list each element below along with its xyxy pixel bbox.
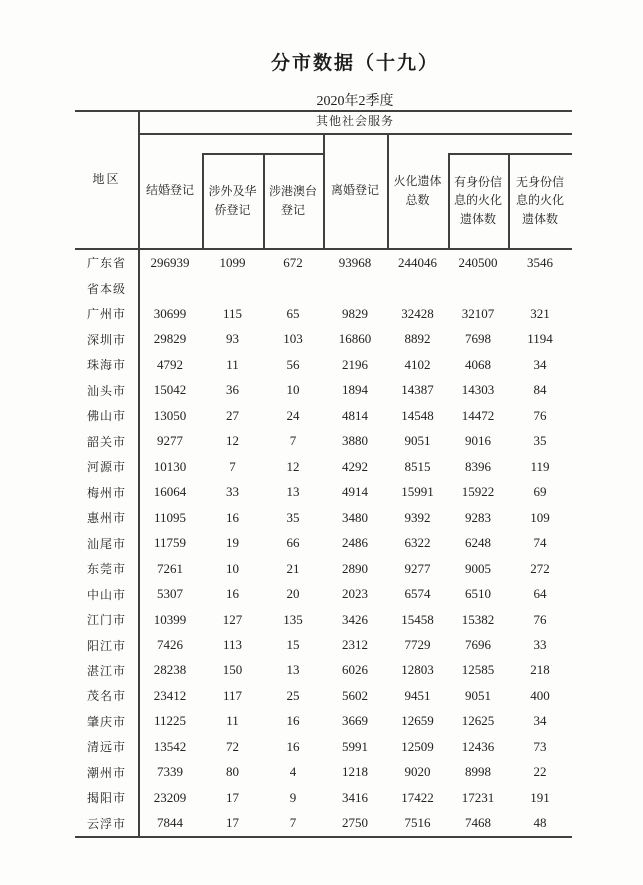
value-cell-cremation-without-id: 22 [533, 764, 547, 780]
value-cell-cremation-with-id: 14303 [461, 382, 495, 398]
value-cell-foreign-overseas: 127 [222, 611, 243, 627]
value-cell-marriage: 4792 [157, 356, 183, 372]
value-cell-cremation-without-id: 191 [530, 789, 550, 805]
value-cell-cremation-without-id: 34 [533, 356, 547, 372]
value-cell-cremation-total: 9392 [404, 509, 431, 525]
value-cell-cremation-with-id: 12585 [461, 662, 495, 678]
table-row [75, 581, 572, 606]
value-cell-foreign-overseas: 115 [222, 305, 243, 321]
value-cell-divorce: 2486 [342, 535, 368, 551]
value-cell-divorce: 9829 [342, 305, 368, 321]
value-cell-divorce: 3416 [342, 789, 368, 805]
value-cell-divorce: 93968 [338, 254, 372, 270]
table-row [75, 352, 572, 377]
region-cell: 揭阳市 [86, 791, 126, 806]
value-cell-marriage: 11095 [153, 509, 187, 525]
table-row [75, 377, 572, 402]
value-cell-cremation-with-id: 7696 [465, 637, 491, 652]
value-cell-divorce: 1894 [342, 382, 368, 398]
value-cell-cremation-without-id: 64 [533, 586, 547, 602]
value-cell-hk-macao-taiwan: 21 [286, 560, 300, 576]
value-cell-hk-macao-taiwan: 13 [286, 484, 300, 500]
value-cell-hk-macao-taiwan: 672 [283, 254, 303, 270]
value-cell-foreign-overseas: 36 [226, 382, 239, 398]
region-cell: 茂名市 [86, 689, 126, 704]
value-cell-hk-macao-taiwan: 7 [289, 815, 297, 831]
value-cell-cremation-with-id: 9051 [465, 687, 491, 703]
value-cell-divorce: 3426 [342, 611, 368, 627]
value-cell-cremation-without-id: 48 [533, 815, 547, 831]
table-row [75, 683, 572, 708]
value-cell-cremation-total: 12803 [401, 662, 434, 678]
value-cell-marriage: 16064 [153, 484, 187, 500]
table-row [75, 403, 572, 428]
value-cell-cremation-total: 15991 [401, 484, 434, 500]
region-cell: 汕头市 [86, 383, 126, 398]
table-row [75, 428, 572, 453]
value-cell-marriage: 7261 [157, 560, 183, 576]
region-cell: 佛山市 [86, 409, 126, 424]
value-cell-marriage: 30699 [153, 305, 187, 321]
table-row [75, 607, 572, 632]
region-cell: 河源市 [86, 460, 126, 475]
value-cell-marriage: 9277 [157, 433, 183, 449]
value-cell-cremation-without-id: 76 [533, 407, 547, 423]
value-cell-hk-macao-taiwan: 9 [289, 789, 297, 805]
value-cell-cremation-with-id: 8396 [465, 458, 491, 474]
value-cell-cremation-with-id: 8998 [465, 764, 491, 780]
value-cell-divorce: 1218 [342, 764, 368, 780]
value-cell-cremation-without-id: 321 [530, 305, 550, 321]
value-cell-divorce: 2312 [342, 637, 368, 652]
value-cell-hk-macao-taiwan: 12 [286, 458, 300, 474]
page-title: 分市数据（十九） [270, 53, 439, 74]
value-cell-hk-macao-taiwan: 4 [289, 764, 297, 780]
value-cell-marriage: 7844 [157, 815, 183, 831]
value-cell-cremation-total: 15458 [401, 611, 434, 627]
value-cell-divorce: 4814 [342, 407, 368, 423]
value-cell-hk-macao-taiwan: 56 [286, 356, 300, 372]
value-cell-marriage: 7426 [157, 637, 183, 652]
region-cell: 广东省 [86, 256, 126, 271]
value-cell-foreign-overseas: 19 [226, 535, 239, 551]
value-cell-foreign-overseas: 27 [226, 407, 239, 423]
value-cell-hk-macao-taiwan: 16 [286, 713, 300, 729]
value-cell-cremation-total: 14387 [401, 382, 434, 398]
region-cell: 东莞市 [86, 562, 126, 577]
value-cell-cremation-total: 9051 [404, 433, 431, 449]
header-cremated-bodies-total: 火化遗体总数 [393, 173, 442, 207]
value-cell-divorce: 5991 [342, 738, 368, 754]
value-cell-cremation-with-id: 9283 [465, 509, 491, 525]
value-cell-hk-macao-taiwan: 65 [286, 305, 300, 321]
value-cell-cremation-without-id: 119 [530, 458, 550, 474]
value-cell-marriage: 28238 [153, 662, 187, 678]
value-cell-cremation-without-id: 76 [533, 611, 547, 627]
value-cell-hk-macao-taiwan: 15 [286, 637, 300, 652]
value-cell-cremation-without-id: 69 [533, 484, 547, 500]
region-cell: 肇庆市 [86, 714, 126, 729]
value-cell-cremation-with-id: 15922 [461, 484, 495, 500]
value-cell-divorce: 6026 [342, 662, 368, 678]
value-cell-cremation-total: 9020 [404, 764, 431, 780]
value-cell-cremation-total: 12509 [401, 738, 434, 754]
value-cell-divorce: 5602 [342, 687, 368, 703]
value-cell-divorce: 4914 [342, 484, 368, 500]
value-cell-cremation-with-id: 32107 [461, 305, 495, 321]
value-cell-cremation-with-id: 9016 [465, 433, 491, 449]
region-cell: 湛江市 [86, 663, 126, 678]
value-cell-cremation-with-id: 7698 [465, 331, 491, 347]
value-cell-cremation-with-id: 17231 [461, 789, 495, 805]
table-row [75, 454, 572, 479]
value-cell-cremation-without-id: 109 [530, 509, 550, 525]
value-cell-marriage: 11225 [153, 713, 187, 729]
table-row [75, 709, 572, 734]
value-cell-divorce: 16860 [338, 331, 372, 347]
table-row [75, 275, 572, 300]
value-cell-marriage: 10130 [153, 458, 187, 474]
value-cell-hk-macao-taiwan: 7 [289, 433, 297, 449]
value-cell-cremation-without-id: 74 [533, 535, 547, 551]
value-cell-cremation-without-id: 272 [530, 560, 550, 576]
value-cell-marriage: 13050 [153, 407, 187, 423]
value-cell-foreign-overseas: 117 [222, 687, 243, 703]
region-cell: 韶关市 [86, 434, 126, 449]
region-cell: 珠海市 [86, 358, 126, 373]
value-cell-cremation-without-id: 33 [533, 637, 547, 652]
value-cell-cremation-total: 7516 [404, 815, 431, 831]
table-row [75, 811, 572, 836]
value-cell-foreign-overseas: 16 [226, 586, 239, 602]
value-cell-cremation-total: 8515 [404, 458, 431, 474]
table-row [75, 530, 572, 555]
value-cell-cremation-total: 6574 [404, 586, 431, 602]
value-cell-divorce: 2890 [342, 560, 368, 576]
page-subtitle: 2020年2季度 [316, 94, 394, 109]
value-cell-hk-macao-taiwan: 10 [286, 382, 300, 398]
value-cell-cremation-with-id: 12625 [461, 713, 495, 729]
value-cell-cremation-with-id: 7468 [465, 815, 491, 831]
value-cell-cremation-with-id: 12436 [461, 738, 495, 754]
header-group-other-social-services: 其他社会服务 [315, 114, 394, 129]
table-row [75, 250, 572, 275]
table-row [75, 632, 572, 657]
value-cell-cremation-total: 17422 [401, 789, 434, 805]
value-cell-foreign-overseas: 1099 [219, 254, 246, 270]
value-cell-marriage: 296939 [150, 254, 190, 270]
header-cremated-bodies-without-id: 无身份信息的火化遗体数 [515, 174, 564, 226]
region-cell: 江门市 [86, 613, 126, 628]
value-cell-cremation-total: 14548 [401, 407, 434, 423]
value-cell-marriage: 29829 [153, 331, 187, 347]
value-cell-cremation-with-id: 14472 [461, 407, 495, 423]
value-cell-cremation-without-id: 3546 [527, 254, 553, 270]
value-cell-cremation-without-id: 400 [530, 687, 550, 703]
region-cell: 云浮市 [86, 816, 126, 831]
table-row [75, 785, 572, 810]
value-cell-cremation-without-id: 34 [533, 713, 547, 729]
header-cremated-bodies-with-id: 有身份信息的火化遗体数 [453, 174, 502, 226]
value-cell-hk-macao-taiwan: 24 [286, 407, 300, 423]
region-cell: 阳江市 [86, 638, 126, 653]
table-row [75, 479, 572, 504]
header-foreign-overseas-registration: 涉外及华侨登记 [208, 183, 257, 217]
value-cell-foreign-overseas: 7 [229, 458, 236, 474]
value-cell-marriage: 23209 [153, 789, 187, 805]
value-cell-hk-macao-taiwan: 135 [283, 611, 303, 627]
region-cell: 潮州市 [86, 765, 126, 780]
header-region: 地区 [92, 171, 121, 186]
value-cell-cremation-total: 4102 [404, 356, 431, 372]
value-cell-cremation-with-id: 6248 [465, 535, 491, 551]
value-cell-cremation-total: 9277 [404, 560, 431, 576]
region-cell: 中山市 [86, 587, 126, 602]
value-cell-hk-macao-taiwan: 16 [286, 738, 300, 754]
value-cell-divorce: 2750 [342, 815, 368, 831]
value-cell-cremation-without-id: 1194 [527, 331, 553, 347]
value-cell-divorce: 3480 [342, 509, 368, 525]
value-cell-marriage: 23412 [153, 687, 187, 703]
table-row [75, 505, 572, 530]
value-cell-foreign-overseas: 17 [226, 815, 239, 831]
value-cell-cremation-total: 12659 [401, 713, 434, 729]
value-cell-cremation-without-id: 73 [533, 738, 547, 754]
value-cell-marriage: 10399 [153, 611, 187, 627]
region-cell: 清远市 [86, 740, 126, 755]
value-cell-cremation-total: 9451 [404, 687, 431, 703]
value-cell-marriage: 13542 [153, 738, 187, 754]
header-hk-macao-taiwan-registration: 涉港澳台登记 [268, 183, 317, 217]
value-cell-cremation-with-id: 9005 [465, 560, 491, 576]
value-cell-cremation-total: 244046 [398, 254, 437, 270]
region-cell: 惠州市 [86, 511, 126, 526]
value-cell-divorce: 3880 [342, 433, 368, 449]
table-row [75, 301, 572, 326]
value-cell-cremation-with-id: 4068 [465, 356, 491, 372]
value-cell-hk-macao-taiwan: 66 [286, 535, 300, 551]
value-cell-cremation-total: 32428 [401, 305, 434, 321]
value-cell-cremation-with-id: 6510 [465, 586, 491, 602]
table-row [75, 734, 572, 759]
value-cell-foreign-overseas: 16 [226, 509, 239, 525]
value-cell-foreign-overseas: 72 [226, 738, 239, 754]
table-row [75, 760, 572, 785]
region-cell: 省本级 [86, 281, 126, 296]
table-row [75, 658, 572, 683]
header-marriage-registration: 结婚登记 [145, 183, 194, 198]
value-cell-divorce: 2196 [342, 356, 368, 372]
table-bottom-border [75, 836, 572, 838]
value-cell-marriage: 7339 [157, 764, 183, 780]
value-cell-divorce: 2023 [342, 586, 368, 602]
value-cell-cremation-without-id: 84 [533, 382, 547, 398]
value-cell-cremation-total: 8892 [404, 331, 431, 347]
value-cell-foreign-overseas: 17 [226, 789, 239, 805]
region-cell: 深圳市 [86, 332, 126, 347]
value-cell-foreign-overseas: 10 [226, 560, 239, 576]
value-cell-cremation-with-id: 240500 [458, 254, 498, 270]
value-cell-foreign-overseas: 11 [226, 356, 239, 372]
value-cell-marriage: 5307 [157, 586, 183, 602]
value-cell-foreign-overseas: 80 [226, 764, 239, 780]
value-cell-marriage: 11759 [153, 535, 187, 551]
header-divorce-registration: 离婚登记 [330, 183, 379, 198]
value-cell-hk-macao-taiwan: 20 [286, 586, 300, 602]
value-cell-foreign-overseas: 93 [226, 331, 239, 347]
value-cell-hk-macao-taiwan: 13 [286, 662, 300, 678]
value-cell-hk-macao-taiwan: 35 [286, 509, 300, 525]
table-row [75, 556, 572, 581]
value-cell-foreign-overseas: 33 [226, 484, 239, 500]
value-cell-cremation-total: 7729 [404, 637, 431, 652]
value-cell-cremation-without-id: 35 [533, 433, 547, 449]
value-cell-cremation-without-id: 218 [530, 662, 550, 678]
value-cell-divorce: 4292 [342, 458, 368, 474]
value-cell-hk-macao-taiwan: 25 [286, 687, 300, 703]
region-cell: 梅州市 [86, 485, 126, 500]
value-cell-marriage: 15042 [153, 382, 187, 398]
value-cell-foreign-overseas: 150 [222, 662, 243, 678]
value-cell-divorce: 3669 [342, 713, 368, 729]
value-cell-foreign-overseas: 113 [222, 637, 243, 652]
value-cell-foreign-overseas: 11 [226, 713, 239, 729]
value-cell-hk-macao-taiwan: 103 [283, 331, 303, 347]
value-cell-cremation-with-id: 15382 [461, 611, 495, 627]
table-body [75, 250, 572, 836]
value-cell-cremation-total: 6322 [404, 535, 431, 551]
value-cell-foreign-overseas: 12 [226, 433, 239, 449]
region-cell: 广州市 [86, 307, 126, 322]
table-row [75, 326, 572, 351]
region-cell: 汕尾市 [86, 536, 126, 551]
